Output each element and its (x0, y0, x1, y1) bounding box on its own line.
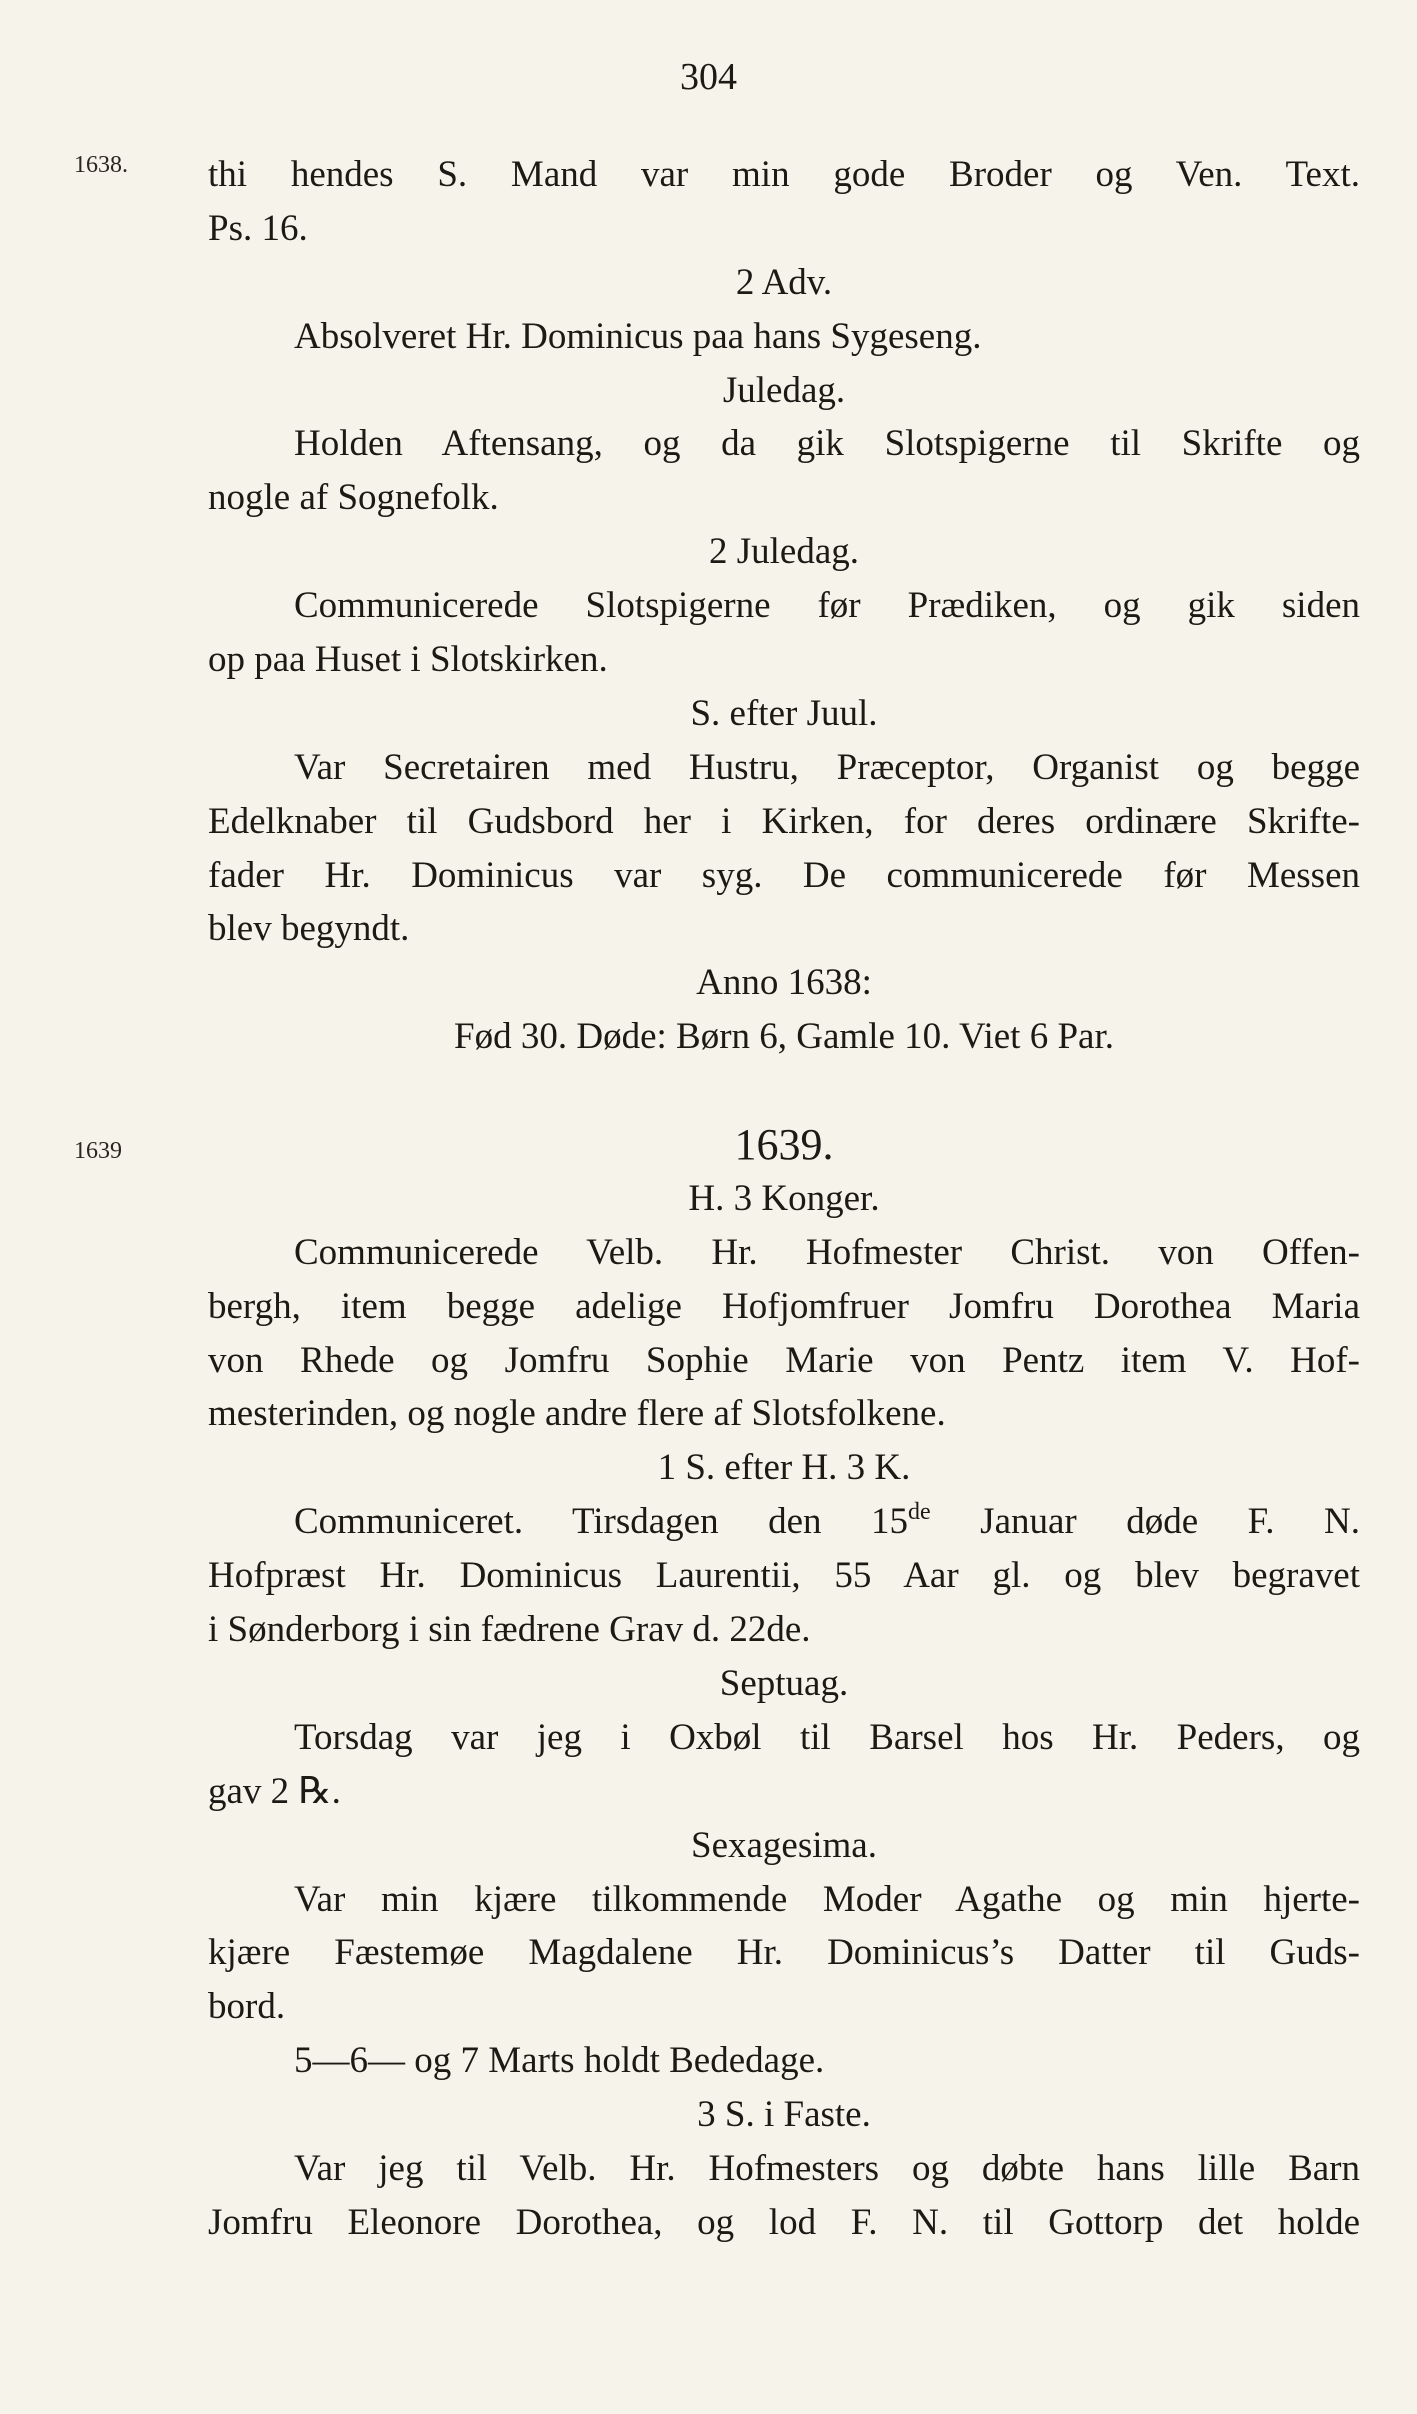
text-line: i Sønderborg i sin fædrene Grav d. 22de. (208, 1609, 811, 1651)
text-line: op paa Huset i Slotskirken. (208, 639, 608, 681)
text-line: Torsdag var jeg i Oxbøl til Barsel hos Hr. Peders, og (294, 1716, 1360, 1758)
margin-note-year-1638: 1638. (74, 152, 128, 178)
text-line: fader Hr. Dominicus var syg. De communicerede før Messen (208, 854, 1360, 896)
text-line: blev begyndt. (208, 908, 410, 950)
text-line: Edelknaber til Gudsbord her i Kirken, for deres ordinære Skrifte- (208, 800, 1360, 842)
text-line: Absolveret Hr. Dominicus paa hans Sygeseng. (294, 315, 982, 357)
text-line: mesterinden, og nogle andre flere af Slotsfolkene. (208, 1393, 946, 1435)
text-line: Holden Aftensang, og da gik Slotspigerne til Skrifte og (294, 423, 1360, 465)
spacer (208, 1064, 1360, 1118)
text-fragment: Januar døde F. N. (930, 1501, 1360, 1543)
margin-note-year-1639: 1639 (74, 1138, 122, 1164)
text-line: Var min kjære tilkommende Moder Agathe og min hjerte- (294, 1878, 1360, 1920)
text-line: Ps. 16. (208, 207, 308, 249)
statistics-line: Fød 30. Døde: Børn 6, Gamle 10. Viet 6 Par. (454, 1016, 1114, 1058)
text-line: von Rhede og Jomfru Sophie Marie von Pentz item V. Hof- (208, 1339, 1360, 1381)
text-line: 5—6— og 7 Marts holdt Bededage. (294, 2040, 825, 2082)
text-fragment: Communiceret. Tirsdagen den 15 (294, 1501, 909, 1543)
text-line: Jomfru Eleonore Dorothea, og lod F. N. til Gottorp det holde (208, 2201, 1360, 2243)
text-line: kjære Fæstemøe Magdalene Hr. Dominicus’s Datter til Guds- (208, 1932, 1360, 1974)
section-heading: 2 Juledag. (708, 531, 860, 573)
text-line: bord. (208, 1986, 286, 2028)
section-heading: H. 3 Konger. (688, 1177, 880, 1219)
section-heading: 3 S. i Faste. (697, 2094, 871, 2136)
text-line: thi hendes S. Mand var min gode Broder og Ven. Text. (208, 154, 1360, 195)
text-line: Var jeg til Velb. Hr. Hofmesters og døbte hans lille Barn (294, 2147, 1360, 2189)
text-line: Var Secretairen med Hustru, Præceptor, Organist og begge (294, 746, 1360, 788)
text-line (208, 1495, 1360, 1549)
ordinal-superscript: de (908, 1499, 931, 1526)
text-line: Hofpræst Hr. Dominicus Laurentii, 55 Aar gl. og blev begravet (208, 1555, 1360, 1597)
text-line: nogle af Sognefolk. (208, 477, 499, 519)
section-heading: 2 Adv. (735, 261, 833, 303)
body-text (208, 148, 1360, 2250)
section-heading: Septuag. (719, 1662, 849, 1704)
section-heading: S. efter Juul. (690, 692, 878, 734)
text-line: gav 2 ℞. (208, 1770, 341, 1812)
text-line: bergh, item begge adelige Hofjomfruer Jomfru Dorothea Maria (208, 1285, 1360, 1327)
text-line: Communicerede Slotspigerne før Prædiken, og gik siden (294, 585, 1360, 627)
section-heading: Anno 1638: (696, 962, 872, 1004)
section-heading: Juledag. (722, 369, 846, 411)
year-heading: 1639. (734, 1120, 834, 1170)
section-heading: Sexagesima. (691, 1824, 877, 1866)
text-line: Communicerede Velb. Hr. Hofmester Christ. von Offen- (294, 1231, 1360, 1273)
page-number: 304 (680, 56, 737, 98)
section-heading: 1 S. efter H. 3 K. (657, 1447, 911, 1489)
